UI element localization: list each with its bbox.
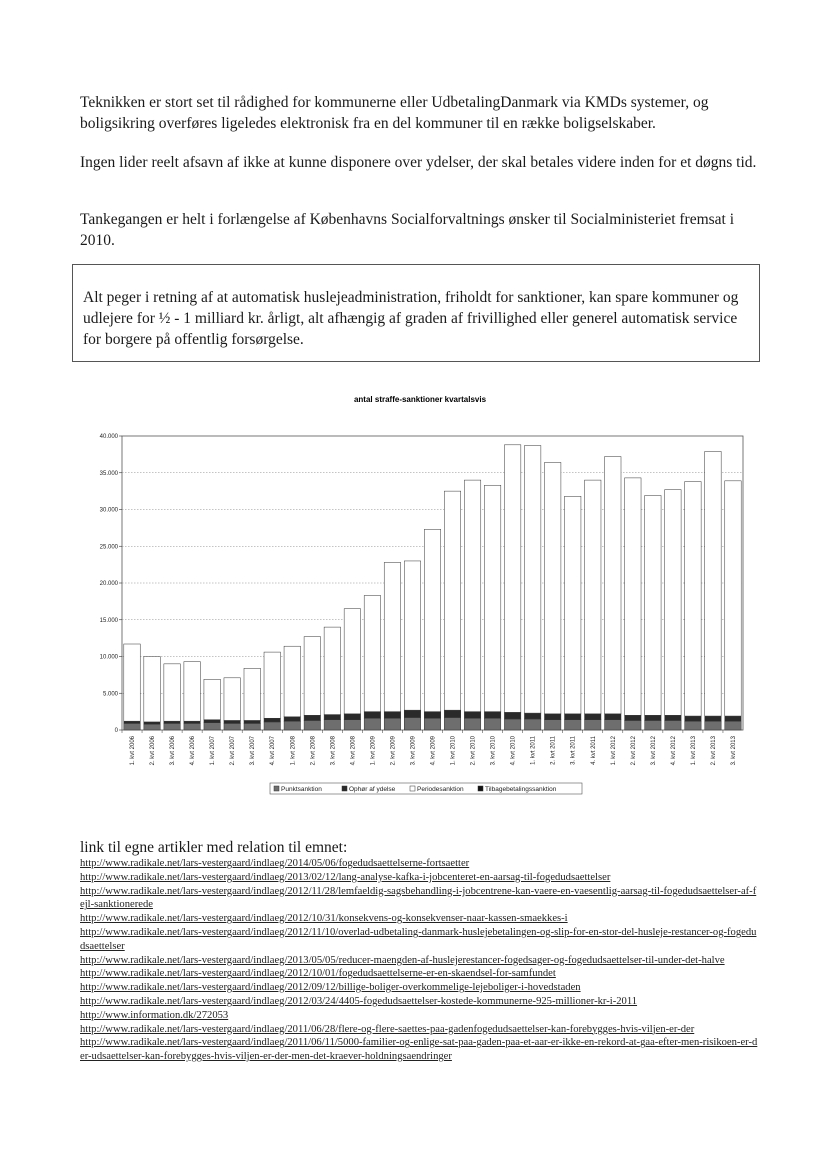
bar-segment [204, 679, 220, 719]
bar-segment [524, 713, 540, 719]
bar-segment [685, 482, 701, 716]
bar-segment [364, 718, 380, 730]
paragraph-technique: Teknikken er stort set til rådighed for kommunerne eller UdbetalingDanmark via KMDs systemer, og boligsikring overføres ligeledes elektronisk fra en del kommuner til en række boligselskaber. [80, 94, 709, 132]
bar-segment [685, 716, 701, 721]
bar-segment [565, 714, 581, 720]
x-tick-label: 1. kvt 2013 [690, 736, 697, 766]
bar-segment [484, 485, 500, 711]
bar-segment [705, 451, 721, 716]
bar-segment [665, 490, 681, 716]
bar-segment [625, 715, 641, 720]
bar-segment [304, 720, 320, 730]
bar-segment [725, 481, 741, 716]
bar-segment [384, 718, 400, 730]
bar-segment [244, 668, 260, 720]
bar-segment [705, 721, 721, 730]
bar-segment [164, 723, 180, 730]
x-tick-label: 2. kvt 2009 [390, 736, 397, 766]
y-tick-label: 35.000 [99, 470, 118, 477]
bar-segment [605, 720, 621, 730]
bar-segment [144, 657, 160, 722]
bar-segment [284, 646, 300, 717]
article-link[interactable]: http://www.radikale.net/lars-vestergaard/indlaeg/2014/05/06/fogedudsaettelserne-fortsaetter [80, 858, 470, 869]
highlight-box-text: Alt peger i retning af at automatisk huslejeadministration, friholdt for sanktioner, kan spare kommuner og udlejere for ½ - 1 milliard kr. årligt, alt afhængig af graden af frivillighed eller generel automatisk service for borgere på offentlig forsørgelse. [83, 289, 739, 348]
bar-segment [424, 718, 440, 730]
bar-segment [244, 723, 260, 730]
links-heading: link til egne artikler med relation til emnet: [80, 839, 348, 856]
x-tick-label: 3. kvt 2008 [330, 736, 337, 766]
bar-segment [645, 496, 661, 716]
bar-segment [665, 720, 681, 730]
article-link[interactable]: http://www.radikale.net/lars-vestergaard/indlaeg/2013/05/05/reducer-maengden-af-huslejerestancer-fogedsager-og-fogedudsaettelser-til-under-det-halve [80, 954, 725, 966]
bar-segment [544, 714, 560, 720]
bar-segment [565, 720, 581, 730]
link-item [80, 1009, 760, 1023]
bar-segment [244, 720, 260, 723]
y-tick-label: 10.000 [99, 654, 118, 661]
bar-segment [625, 478, 641, 715]
bar-segment [364, 595, 380, 711]
x-tick-label: 4. kvt 2010 [510, 736, 517, 766]
x-tick-label: 4. kvt 2012 [670, 736, 677, 766]
bar-segment [484, 712, 500, 719]
bar-segment [585, 714, 601, 720]
bar-segment [504, 712, 520, 719]
x-tick-label: 2. kvt 2008 [310, 736, 317, 766]
bar-segment [304, 637, 320, 716]
bar-segment [364, 712, 380, 719]
article-link[interactable]: http://www.radikale.net/lars-vestergaard/indlaeg/2013/02/12/lang-analyse-kafka-i-jobcenteret-en-aarsag-til-fogedudsaettelser [80, 871, 611, 883]
bar-segment [324, 627, 340, 714]
bar-segment [264, 718, 280, 722]
x-tick-label: 3. kvt 2006 [170, 736, 177, 766]
bar-segment [705, 716, 721, 721]
bar-segment [384, 562, 400, 711]
x-tick-label: 2. kvt 2013 [710, 736, 717, 766]
article-link[interactable]: http://www.radikale.net/lars-vestergaard/indlaeg/2012/03/24/4405-fogedudsaettelser-kostede-kommunerne-925-millioner-kr-i-2011 [80, 995, 638, 1007]
bar-segment [404, 561, 420, 710]
x-tick-label: 3. kvt 2012 [650, 736, 657, 766]
x-tick-label: 1. kvt 2006 [130, 736, 137, 766]
link-item [80, 926, 760, 954]
article-link[interactable]: http://www.radikale.net/lars-vestergaard/indlaeg/2011/06/28/flere-og-flere-saettes-paa-gadenfogedudsaettelser-kan-forebygges-hvis-viljen-er-der [80, 1023, 695, 1035]
legend-label: Periodesanktion [417, 786, 464, 793]
link-item [80, 912, 760, 926]
y-tick-label: 25.000 [99, 544, 118, 551]
bar-segment [264, 722, 280, 730]
bar-segment [504, 445, 520, 713]
link-item [80, 1023, 760, 1037]
legend-label: Punktsanktion [281, 786, 322, 793]
link-item [80, 967, 760, 981]
y-tick-label: 30.000 [99, 507, 118, 514]
bar-segment [144, 724, 160, 730]
article-link[interactable]: http://www.radikale.net/lars-vestergaard/indlaeg/2012/11/28/lemfaeldig-sagsbehandling-i-jobcentrene-kan-vaere-en-vaesentlig-aarsag-til-fogedudsaettelser-af-fejl-sanktionerede [80, 885, 757, 911]
bar-segment [184, 662, 200, 722]
article-link[interactable]: http://www.radikale.net/lars-vestergaard/indlaeg/2012/11/10/overlad-udbetaling-danmark-huslejebetalingen-og-slip-for-en-stor-del-husleje-restancer-og-fogedudsaettelser [80, 926, 757, 952]
article-link[interactable]: http://www.radikale.net/lars-vestergaard/indlaeg/2012/10/01/fogedudsaettelserne-er-en-skaendsel-for-samfundet [80, 968, 556, 980]
bar-segment [324, 715, 340, 720]
bar-segment [625, 720, 641, 730]
bar-segment [284, 721, 300, 730]
bar-segment [484, 718, 500, 730]
bar-segment [224, 720, 240, 723]
bar-segment [645, 720, 661, 730]
x-tick-label: 3. kvt 2013 [730, 736, 737, 766]
bar-segment [164, 721, 180, 723]
link-item [80, 857, 760, 871]
bar-segment [124, 721, 140, 723]
bar-segment [524, 719, 540, 730]
legend-swatch [342, 786, 347, 791]
bar-segment [464, 718, 480, 730]
bar-segment [645, 715, 661, 720]
legend-swatch [274, 786, 279, 791]
x-tick-label: 1. kvt 2010 [450, 736, 457, 766]
y-tick-label: 40.000 [99, 434, 118, 440]
x-tick-label: 2. kvt 2012 [630, 736, 637, 766]
bar-segment [404, 710, 420, 717]
bar-segment [264, 652, 280, 718]
x-tick-label: 3. kvt 2011 [570, 736, 577, 765]
bar-segment [124, 723, 140, 730]
bar-segment [504, 719, 520, 730]
x-tick-label: 4. kvt 2011 [590, 736, 597, 765]
x-tick-label: 4. kvt 2007 [270, 736, 277, 766]
bar-segment [404, 718, 420, 730]
highlight-box [72, 264, 760, 362]
bar-segment [284, 717, 300, 721]
bar-segment [344, 714, 360, 720]
chart-svg [70, 388, 770, 798]
bar-segment [144, 722, 160, 724]
bar-segment [224, 678, 240, 721]
bar-segment [464, 712, 480, 719]
bar-segment [565, 496, 581, 714]
bar-segment [344, 609, 360, 714]
paragraph-copenhagen: Tankegangen er helt i forlængelse af Københavns Socialforvaltnings ønsker til Socialministeriet fremsat i 2010. [80, 211, 735, 249]
y-tick-label: 0 [114, 728, 118, 734]
x-tick-label: 3. kvt 2010 [490, 736, 497, 766]
bar-segment [544, 720, 560, 730]
bar-segment [304, 715, 320, 720]
bar-segment [725, 721, 741, 730]
bar-segment [424, 529, 440, 711]
bar-segment [344, 720, 360, 730]
sanctions-chart [70, 388, 770, 798]
x-tick-label: 1. kvt 2007 [210, 736, 217, 766]
legend-swatch [410, 786, 415, 791]
article-link[interactable]: http://www.radikale.net/lars-vestergaard/indlaeg/2012/10/31/konsekvens-og-konsekvenser-naar-kassen-smaekkes-i [80, 913, 568, 925]
x-tick-label: 1. kvt 2012 [610, 736, 617, 766]
article-link[interactable]: http://www.radikale.net/lars-vestergaard/indlaeg/2012/09/12/billige-boliger-overkommelige-lejeboliger-i-hovedstaden [80, 982, 581, 994]
bar-segment [544, 462, 560, 713]
x-tick-label: 4. kvt 2009 [430, 736, 437, 766]
bar-segment [444, 710, 460, 717]
x-tick-label: 2. kvt 2007 [230, 736, 237, 766]
article-link[interactable]: http://www.information.dk/272053 [80, 1009, 229, 1021]
y-tick-label: 15.000 [99, 617, 118, 624]
x-tick-label: 2. kvt 2011 [550, 736, 557, 765]
bar-segment [605, 714, 621, 720]
paragraph-no-hardship: Ingen lider reelt afsavn af ikke at kunne disponere over ydelser, der skal betales videre inden for et døgns tid. [80, 154, 757, 171]
article-link[interactable]: http://www.radikale.net/lars-vestergaard/indlaeg/2011/06/11/5000-familier-og-enlige-sat-paa-gaden-paa-et-aar-er-ikke-en-rekord-at-gaa-efter-men-risikoen-er-der-udsaettelser-kan-forebygges-hvis-viljen-er-der-men-det-kraever-holdningsaendringer [80, 1037, 758, 1063]
x-tick-label: 1. kvt 2011 [530, 736, 537, 765]
bar-segment [464, 480, 480, 712]
chart-title: antal straffe-sanktioner kvartalsvis [353, 395, 487, 404]
bar-segment [665, 715, 681, 720]
y-tick-label: 20.000 [99, 581, 118, 587]
link-item [80, 995, 760, 1009]
x-tick-label: 2. kvt 2006 [150, 736, 157, 766]
x-tick-label: 1. kvt 2008 [290, 736, 297, 766]
links-list [80, 857, 760, 1064]
bar-segment [204, 723, 220, 730]
bar-segment [725, 716, 741, 721]
bar-segment [184, 723, 200, 730]
link-item [80, 885, 760, 913]
y-tick-label: 5.000 [102, 691, 118, 698]
bar-segment [424, 712, 440, 719]
bar-segment [444, 718, 460, 730]
legend-label: Tilbagebetalingssanktion [485, 786, 557, 793]
legend-swatch [478, 786, 483, 791]
bar-segment [444, 491, 460, 710]
bar-segment [224, 723, 240, 730]
x-tick-label: 3. kvt 2009 [410, 736, 417, 766]
link-item [80, 1036, 760, 1064]
bar-segment [324, 720, 340, 730]
bar-segment [605, 457, 621, 714]
x-tick-label: 3. kvt 2007 [250, 736, 257, 766]
bar-segment [124, 644, 140, 721]
link-item [80, 981, 760, 995]
x-tick-label: 4. kvt 2006 [190, 736, 197, 766]
x-tick-label: 2. kvt 2010 [470, 736, 477, 766]
link-item [80, 954, 760, 968]
bar-segment [184, 721, 200, 723]
x-tick-label: 4. kvt 2008 [350, 736, 357, 766]
bar-segment [524, 446, 540, 714]
bar-segment [685, 721, 701, 730]
bar-segment [204, 720, 220, 723]
legend-label: Ophør af ydelse [349, 786, 396, 793]
link-item [80, 871, 760, 885]
bar-segment [585, 720, 601, 730]
bar-segment [164, 664, 180, 721]
bar-segment [585, 480, 601, 714]
bar-segment [384, 712, 400, 719]
x-tick-label: 1. kvt 2009 [370, 736, 377, 766]
